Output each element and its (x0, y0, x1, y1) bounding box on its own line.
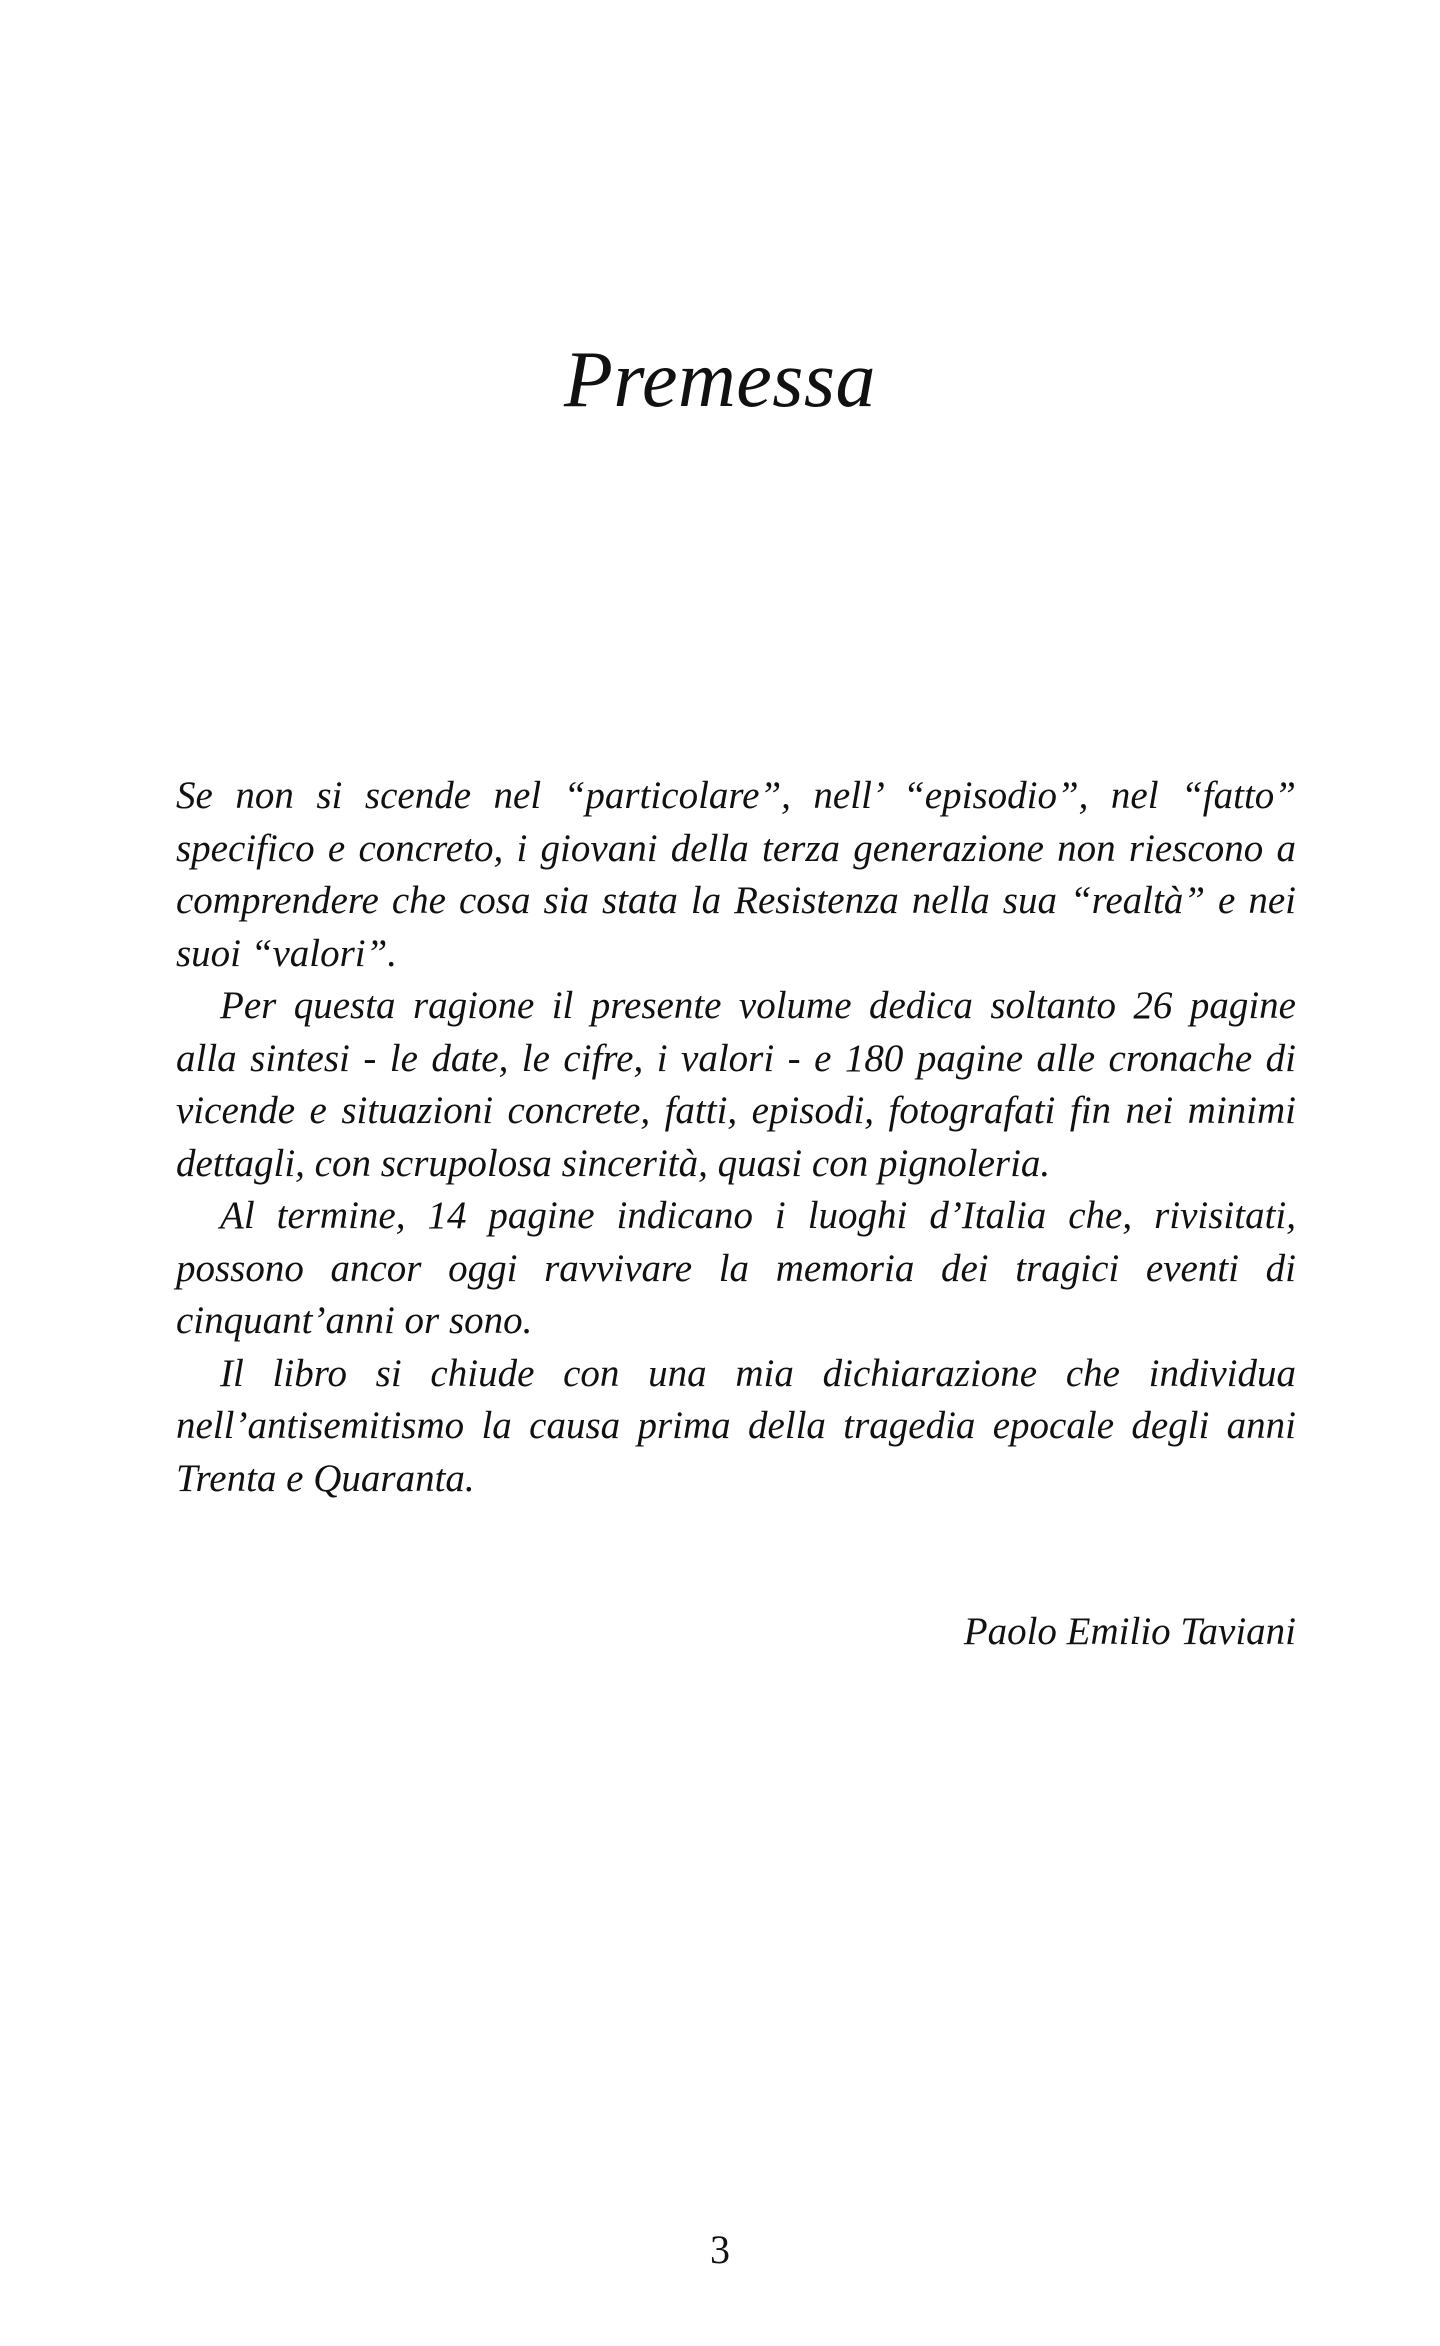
paragraph-1: Se non si scende nel “particolare”, nell’ “episodio”, nel “fatto” specifico e concreto, i giovani della terza generazione non riescono a comprendere che cosa sia stata la Resistenza nella sua “realtà” e nei suoi “valori”. (176, 774, 1296, 975)
page-number: 3 (710, 2227, 730, 2272)
paragraph-3: Al termine, 14 pagine indicano i luoghi d’Italia che, rivisitati, possono ancor oggi ravvivare la memoria dei tragici eventi di cinquant’anni or sono. (176, 1194, 1296, 1342)
paragraph-4: Il libro si chiude con una mia dichiarazione che individua nell’antisemitismo la causa prima della tragedia epocale degli anni Trenta e Quaranta. (176, 1351, 1296, 1500)
page-title: Premessa (563, 336, 877, 424)
preface-body (176, 770, 1296, 1505)
author-signature: Paolo Emilio Taviani (963, 1610, 1296, 1653)
paragraph-2: Per questa ragione il presente volume dedica soltanto 26 pagine alla sintesi - le date, le cifre, i valori - e 180 pagine alle cronache di vicende e situazioni concrete, fatti, episodi, fotografati fin nei minimi dettagli, con scrupolosa sincerità, quasi con pignoleria. (176, 984, 1296, 1185)
